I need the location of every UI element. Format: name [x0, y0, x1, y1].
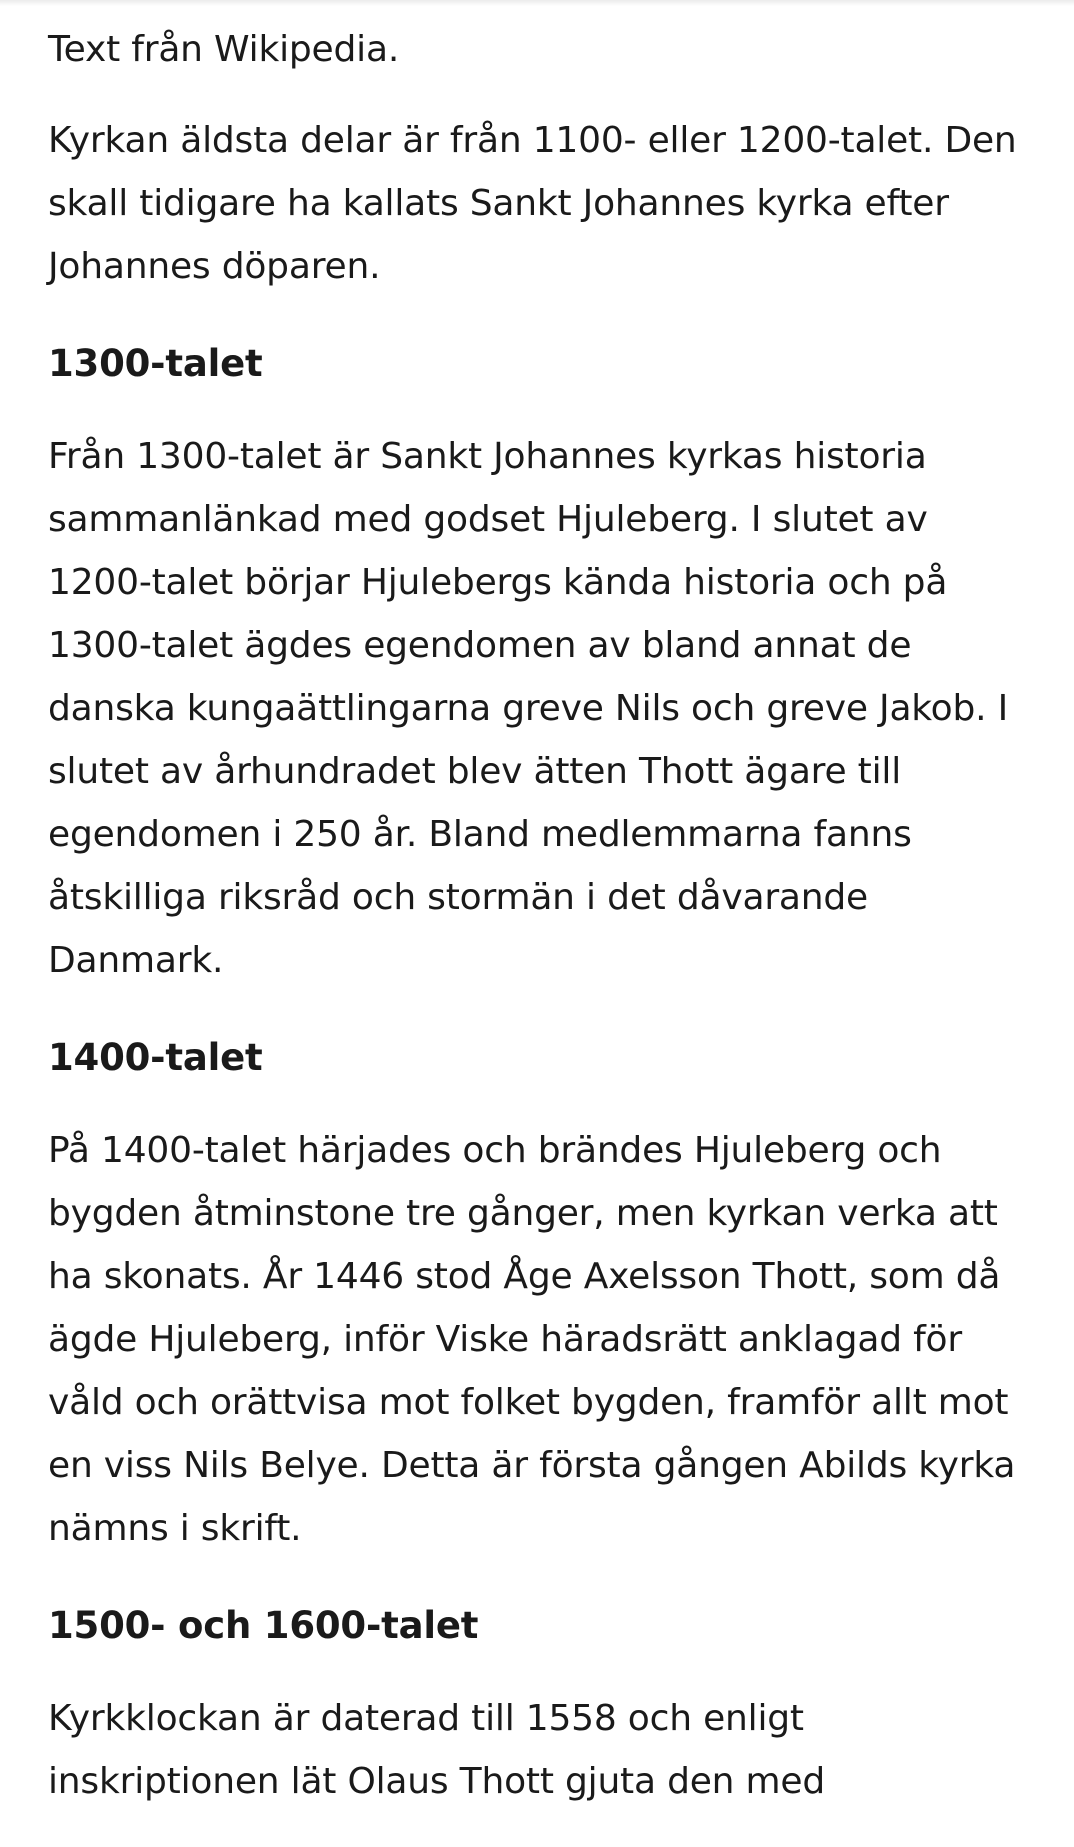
section-heading-1400: 1400-talet — [48, 1036, 263, 1079]
intro-paragraph: Kyrkan äldsta delar är från 1100- eller 1200-talet. Den skall tidigare ha kallats Sankt Johannes kyrka efter Johannes döparen. — [48, 120, 1017, 287]
section-body-1500-1600: Kyrkklockan är daterad till 1558 och enligt inskriptionen lät Olaus Thott gjuta den med — [48, 1698, 826, 1802]
section-body-1300: Från 1300-talet är Sankt Johannes kyrkas historia sammanlänkad med godset Hjuleberg. I slutet av 1200-talet börjar Hjulebergs kända historia och på 1300-talet ägdes egendomen av bland annat de danska kungaättlingarna greve Nils och greve Jakob. I slutet av århundradet blev ätten Thott ägare till egendomen i 250 år. Bland medlemmarna fanns åtskilliga riksråd och stormän i det dåvarande Danmark. — [48, 436, 1009, 981]
section-heading-1300: 1300-talet — [48, 342, 263, 385]
section-heading-1500-1600: 1500- och 1600-talet — [48, 1604, 479, 1647]
section-body-1400: På 1400-talet härjades och brändes Hjuleberg och bygden åtminstone tre gånger, men kyrkan verka att ha skonats. År 1446 stod Åge Axelsson Thott, som då ägde Hjuleberg, inför Viske häradsrätt anklagad för våld och orättvisa mot folket bygden, framför allt mot en viss Nils Belye. Detta är första gången Abilds kyrka nämns i skrift. — [48, 1130, 1016, 1549]
source-note: Text från Wikipedia. — [48, 29, 400, 70]
article-body — [48, 18, 1038, 1847]
top-shadow — [0, 0, 1074, 6]
